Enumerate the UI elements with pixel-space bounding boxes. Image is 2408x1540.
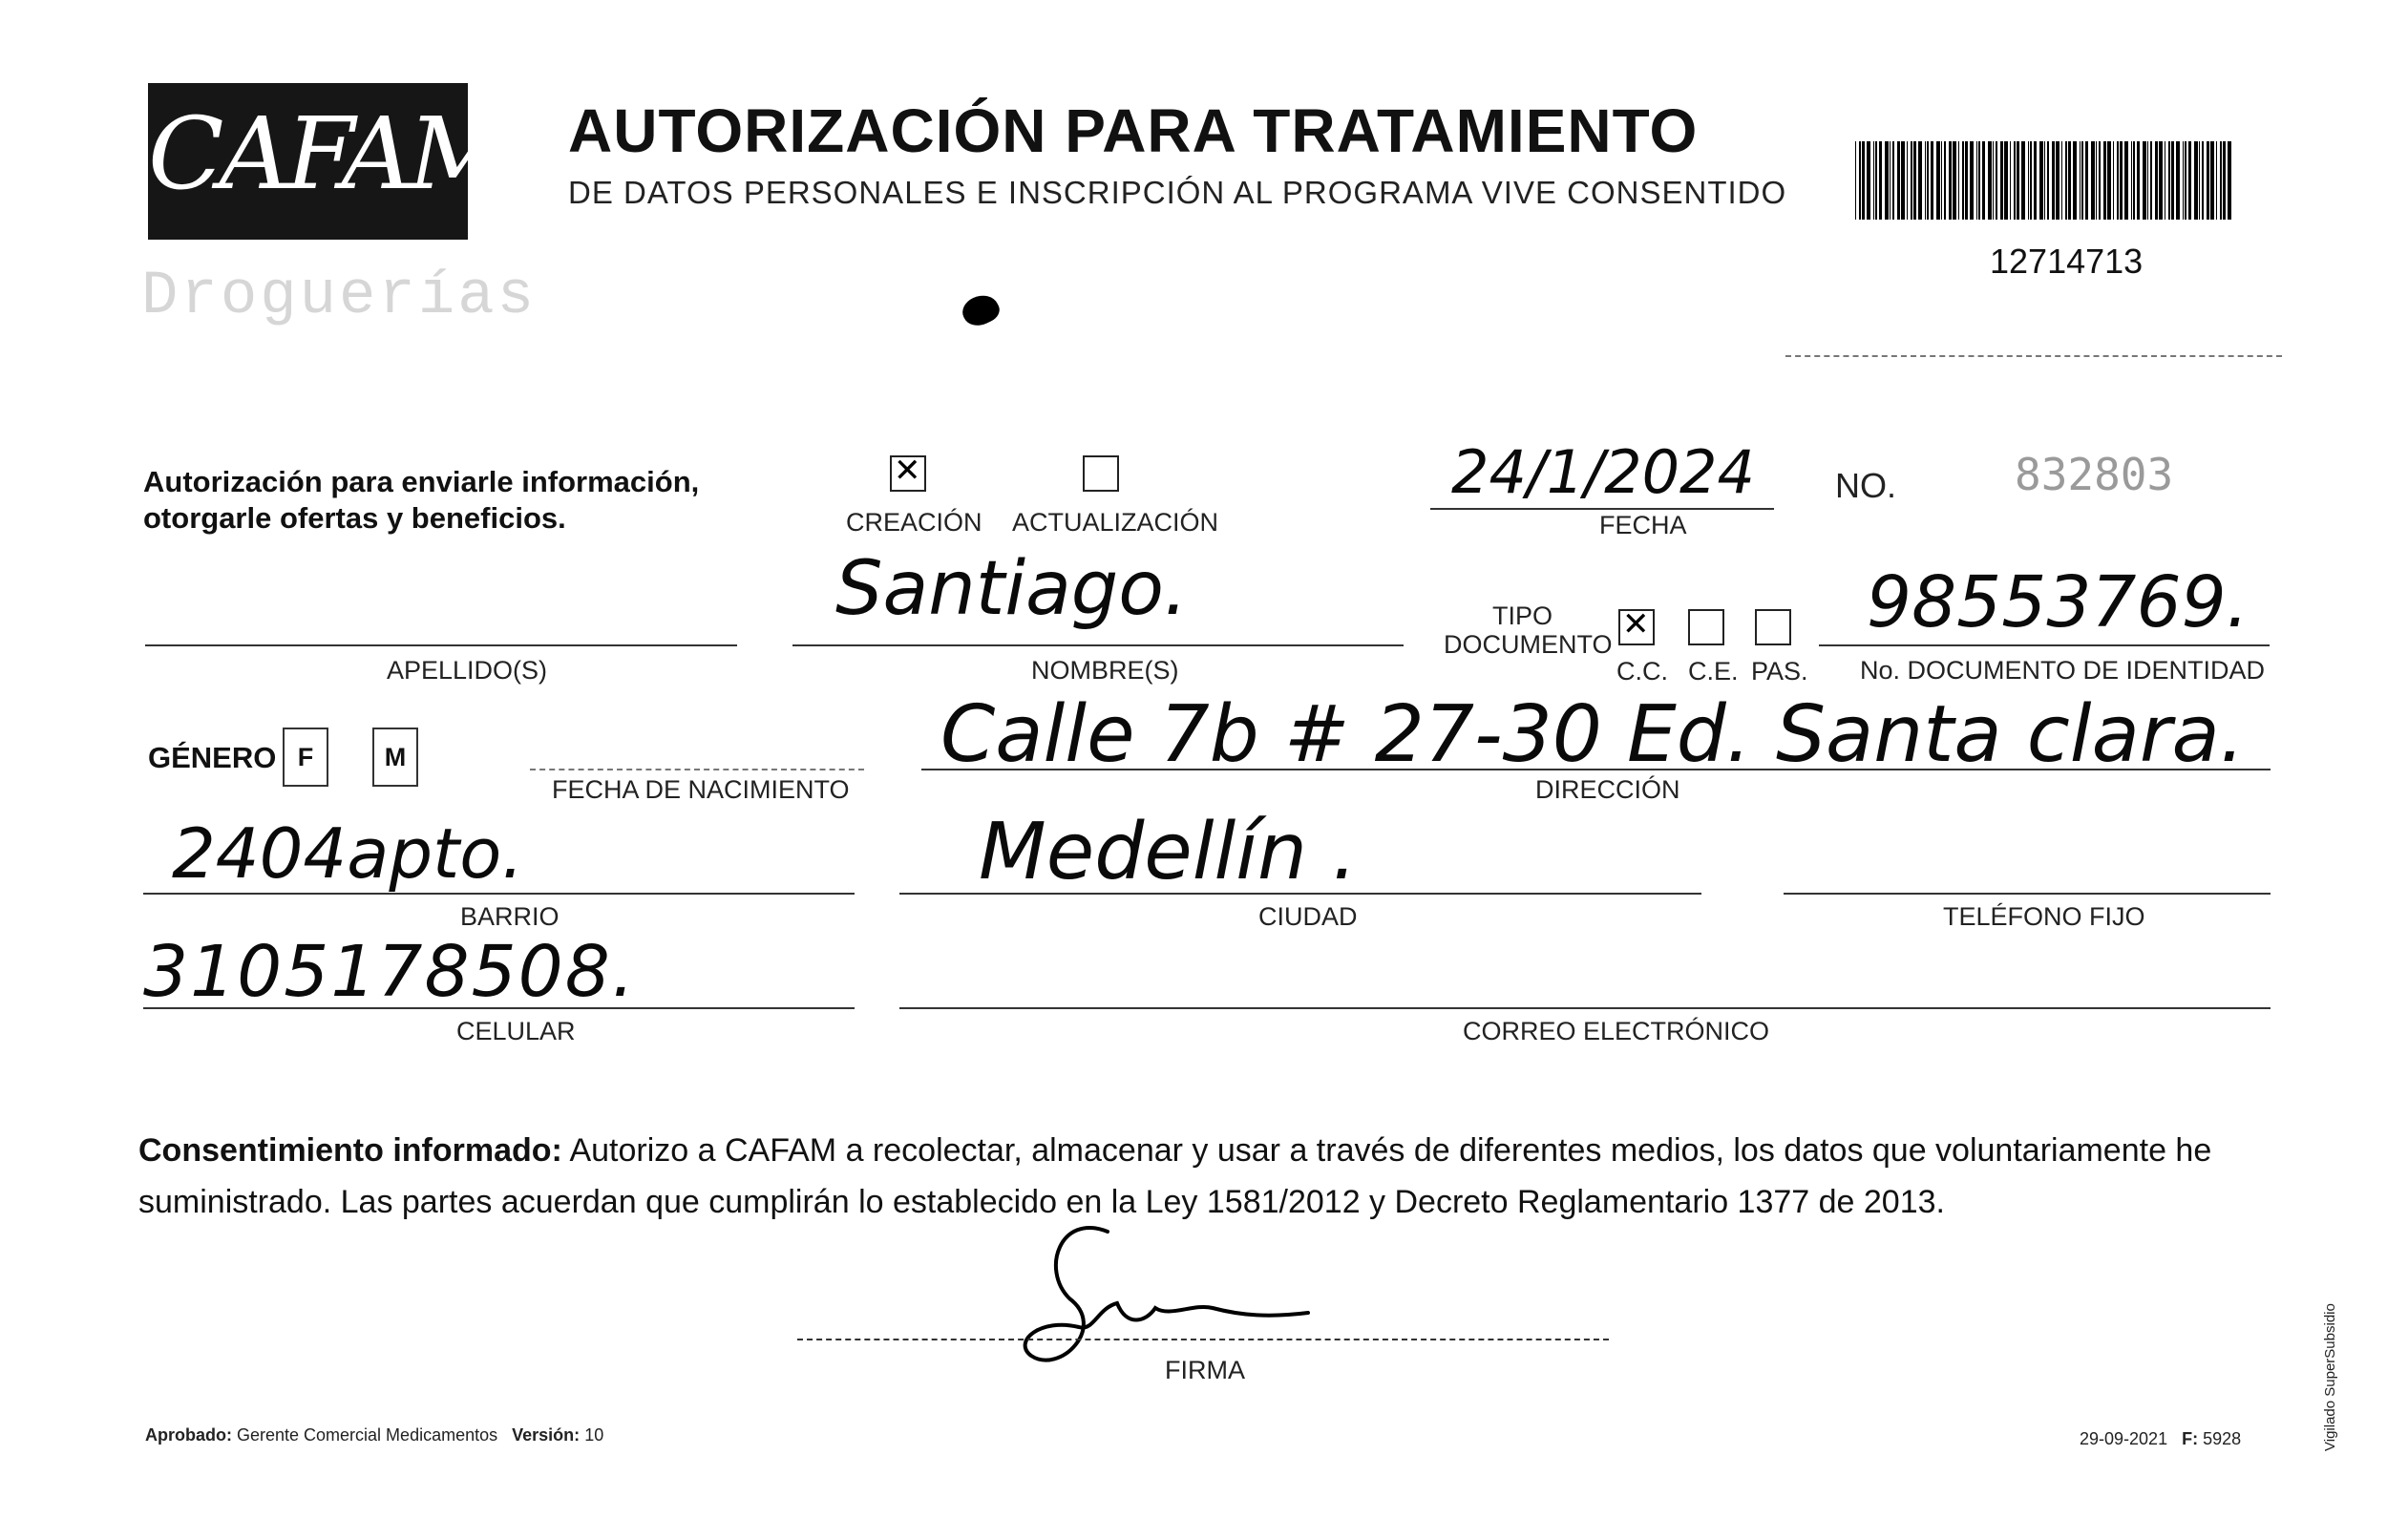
side-vigilado-text: Vigilado SuperSubsidio [2322,1303,2338,1451]
barcode-bar [2143,141,2146,220]
barcode-bar [1918,141,1922,220]
version-label: Versión: [512,1425,581,1445]
barcode-bar [2159,141,2163,220]
barcode-bar [2000,141,2003,220]
ink-blot [958,289,1003,330]
barcode-bar [2065,141,2067,220]
correo-label: CORREO ELECTRÓNICO [1463,1017,1770,1045]
barcode-bar [2103,141,2106,220]
barcode-bar [2171,141,2174,220]
firma-label: FIRMA [1165,1356,1245,1384]
barcode-bar [2021,141,2025,220]
barcode-bar [1867,141,1870,220]
cc-checkbox[interactable] [1618,609,1655,645]
telefono-line [1784,893,2271,895]
actualizacion-checkbox[interactable] [1083,455,1119,492]
barcode-bar [2096,141,2097,220]
barcode-bar [2030,141,2032,220]
barcode-bar [1953,141,1956,220]
barcode-bar [2117,141,2119,220]
barcode-bar [2124,141,2128,220]
barcode-bar [1913,141,1916,220]
genero-m-box[interactable]: M [372,728,418,787]
barcode-bar [2202,141,2204,220]
tipo-documento-label: TIPO [1492,601,1553,630]
celular-value: 3105178508. [143,931,637,1013]
logo-text: CAFAM [148,95,506,212]
barrio-value: 2404apto. [172,813,524,894]
f-value: 5928 [2203,1429,2242,1448]
consent-text: Autorizo a CAFAM a recolectar, almacenar y usar a través de diferentes medios, los datos que voluntariamente he suministrado. Las partes acuerdan que cumplirán lo establecido en la Ley 1581/2012 y Decreto Reglamentario 1377 de 2013. [138,1132,2212,1220]
barcode-bar [2044,141,2045,220]
footer-date: 29-09-2021 [2080,1429,2168,1448]
f-label: F: [2182,1429,2199,1448]
barcode-bar [1970,141,1974,220]
barcode-bar [2133,141,2135,220]
barcode-bar [2091,141,2095,220]
telefono-label: TELÉFONO FIJO [1943,902,2145,931]
barcode-bar [2150,141,2152,220]
barcode-bar [2014,141,2016,220]
direccion-line [921,769,2271,770]
barcode-bar [1996,141,1997,220]
no-value: 832803 [2015,449,2174,500]
page-subtitle: DE DATOS PERSONALES E INSCRIPCIÓN AL PROGRAMA VIVE CONSENTIDO [568,175,1787,210]
barcode-bar [2188,141,2191,220]
barcode-bar [2081,141,2083,220]
barcode-bar [2155,141,2158,220]
barcode-bar [2047,141,2049,220]
barcode-bar [1941,141,1942,220]
barcode-bar [2228,141,2231,220]
documento-label: No. DOCUMENTO DE IDENTIDAD [1860,656,2266,685]
barcode-bar [1965,141,1968,220]
intro-line-2: otorgarle ofertas y beneficios. [143,501,566,535]
header-divider [1785,355,2282,357]
barcode-number: 12714713 [1990,242,2144,281]
barcode-bar [2052,141,2055,220]
barcode-bar [1897,141,1900,220]
barcode-bar [2194,141,2198,220]
barcode-bar [1885,141,1889,220]
barcode-bar [2207,141,2209,220]
barcode-bar [2028,141,2029,220]
actualizacion-label: ACTUALIZACIÓN [1012,508,1219,537]
nombres-value: Santiago. [835,546,1188,632]
no-label: NO. [1835,466,1897,505]
barcode-bar [2017,141,2019,220]
barcode-bar [2113,141,2114,220]
barcode-bar [2107,141,2111,220]
page-title: AUTORIZACIÓN PARA TRATAMIENTO [568,96,1699,165]
footer-aprobado [145,1425,603,1445]
barcode-bar [1976,141,1977,220]
footer-date-code [2080,1429,2241,1449]
barcode-bar [2168,141,2170,220]
firma-line [797,1339,1609,1340]
barcode-bar [2120,141,2123,220]
barcode-bar [2061,141,2062,220]
barcode-bar [2183,141,2184,220]
fecha-line [1430,508,1774,510]
barcode-bar [1936,141,1940,220]
barcode-bar [1907,141,1908,220]
barcode-bar [1931,141,1933,220]
ciudad-label: CIUDAD [1258,902,1358,931]
barcode-bar [2056,141,2059,220]
barcode-bar [1978,141,1980,220]
aprobado-label: Aprobado: [145,1425,232,1445]
barcode-bar [2034,141,2037,220]
barrio-label: BARRIO [460,902,560,931]
barcode-bar [2223,141,2226,220]
barcode-bar [2068,141,2071,220]
barcode [1855,141,2237,220]
barcode-bar [2010,141,2011,220]
barcode-bar [2004,141,2008,220]
barcode-bar [2216,141,2217,220]
barcode-bar [1962,141,1964,220]
barcode-bar [1949,141,1952,220]
barcode-bar [1993,141,1994,220]
cc-label: C.C. [1616,657,1668,686]
barcode-bar [2080,141,2081,220]
barrio-line [143,893,855,895]
apellidos-label: APELLIDO(S) [387,656,548,685]
ciudad-value: Medellín . [979,807,1358,897]
pas-checkbox[interactable] [1755,609,1791,645]
barcode-bar [2210,141,2214,220]
barcode-bar [2220,141,2222,220]
barcode-bar [2085,141,2088,220]
documento-line [1819,644,2270,646]
barcode-bar [2039,141,2043,220]
consent-heading: Consentimiento informado: [138,1132,562,1169]
barcode-bar [2099,141,2101,220]
barcode-bar [1988,141,1992,220]
barcode-bar [2199,141,2200,220]
barcode-bar [2176,141,2180,220]
fecha-value: 24/1/2024 [1451,437,1755,507]
barcode-bar [1855,141,1856,220]
barcode-bar [2131,141,2132,220]
creacion-label: CREACIÓN [846,508,982,537]
ciudad-line [899,893,1701,895]
creacion-checkbox[interactable] [890,455,926,492]
barcode-bar [1875,141,1877,220]
version-value: 10 [584,1425,604,1445]
aprobado-value: Gerente Comercial Medicamentos [237,1425,498,1445]
celular-line [143,1007,855,1009]
barcode-bar [1944,141,1946,220]
barcode-bar [2137,141,2140,220]
fecha-nacimiento-line [530,769,864,770]
fecha-nacimiento-label: FECHA DE NACIMIENTO [552,775,850,804]
correo-line [899,1007,2271,1009]
genero-f-box[interactable]: F [283,728,328,787]
barcode-bar [1911,141,1912,220]
barcode-bar [1859,141,1861,220]
direccion-label: DIRECCIÓN [1535,775,1680,804]
genero-label: GÉNERO [148,741,277,774]
ce-label: C.E. [1688,657,1739,686]
barcode-bar [1862,141,1865,220]
direccion-value: Calle 7b # 27-30 Ed. Santa clara. [940,689,2245,780]
barcode-bar [1901,141,1905,220]
nombres-label: NOMBRE(S) [1031,656,1179,685]
pas-label: PAS. [1751,657,1808,686]
documento-value: 98553769. [1867,561,2250,643]
logo-subtitle: Droguerías [141,263,538,331]
barcode-bar [1927,141,1929,220]
barcode-bar [2185,141,2186,220]
fecha-label: FECHA [1599,511,1687,539]
barcode-bar [1873,141,1874,220]
ce-checkbox[interactable] [1688,609,1724,645]
celular-label: CELULAR [456,1017,576,1045]
barcode-bar [1982,141,1985,220]
barcode-bar [1958,141,1959,220]
barcode-bar [2073,141,2077,220]
barcode-bar [2147,141,2148,220]
nombres-line [792,644,1404,646]
barcode-bar [1925,141,1926,220]
documento-type-label: DOCUMENTO [1444,630,1613,659]
barcode-bar [1892,141,1894,220]
barcode-bar [1879,141,1882,220]
apellidos-line [145,644,737,646]
intro-line-1: Autorización para enviarle información, [143,465,700,498]
